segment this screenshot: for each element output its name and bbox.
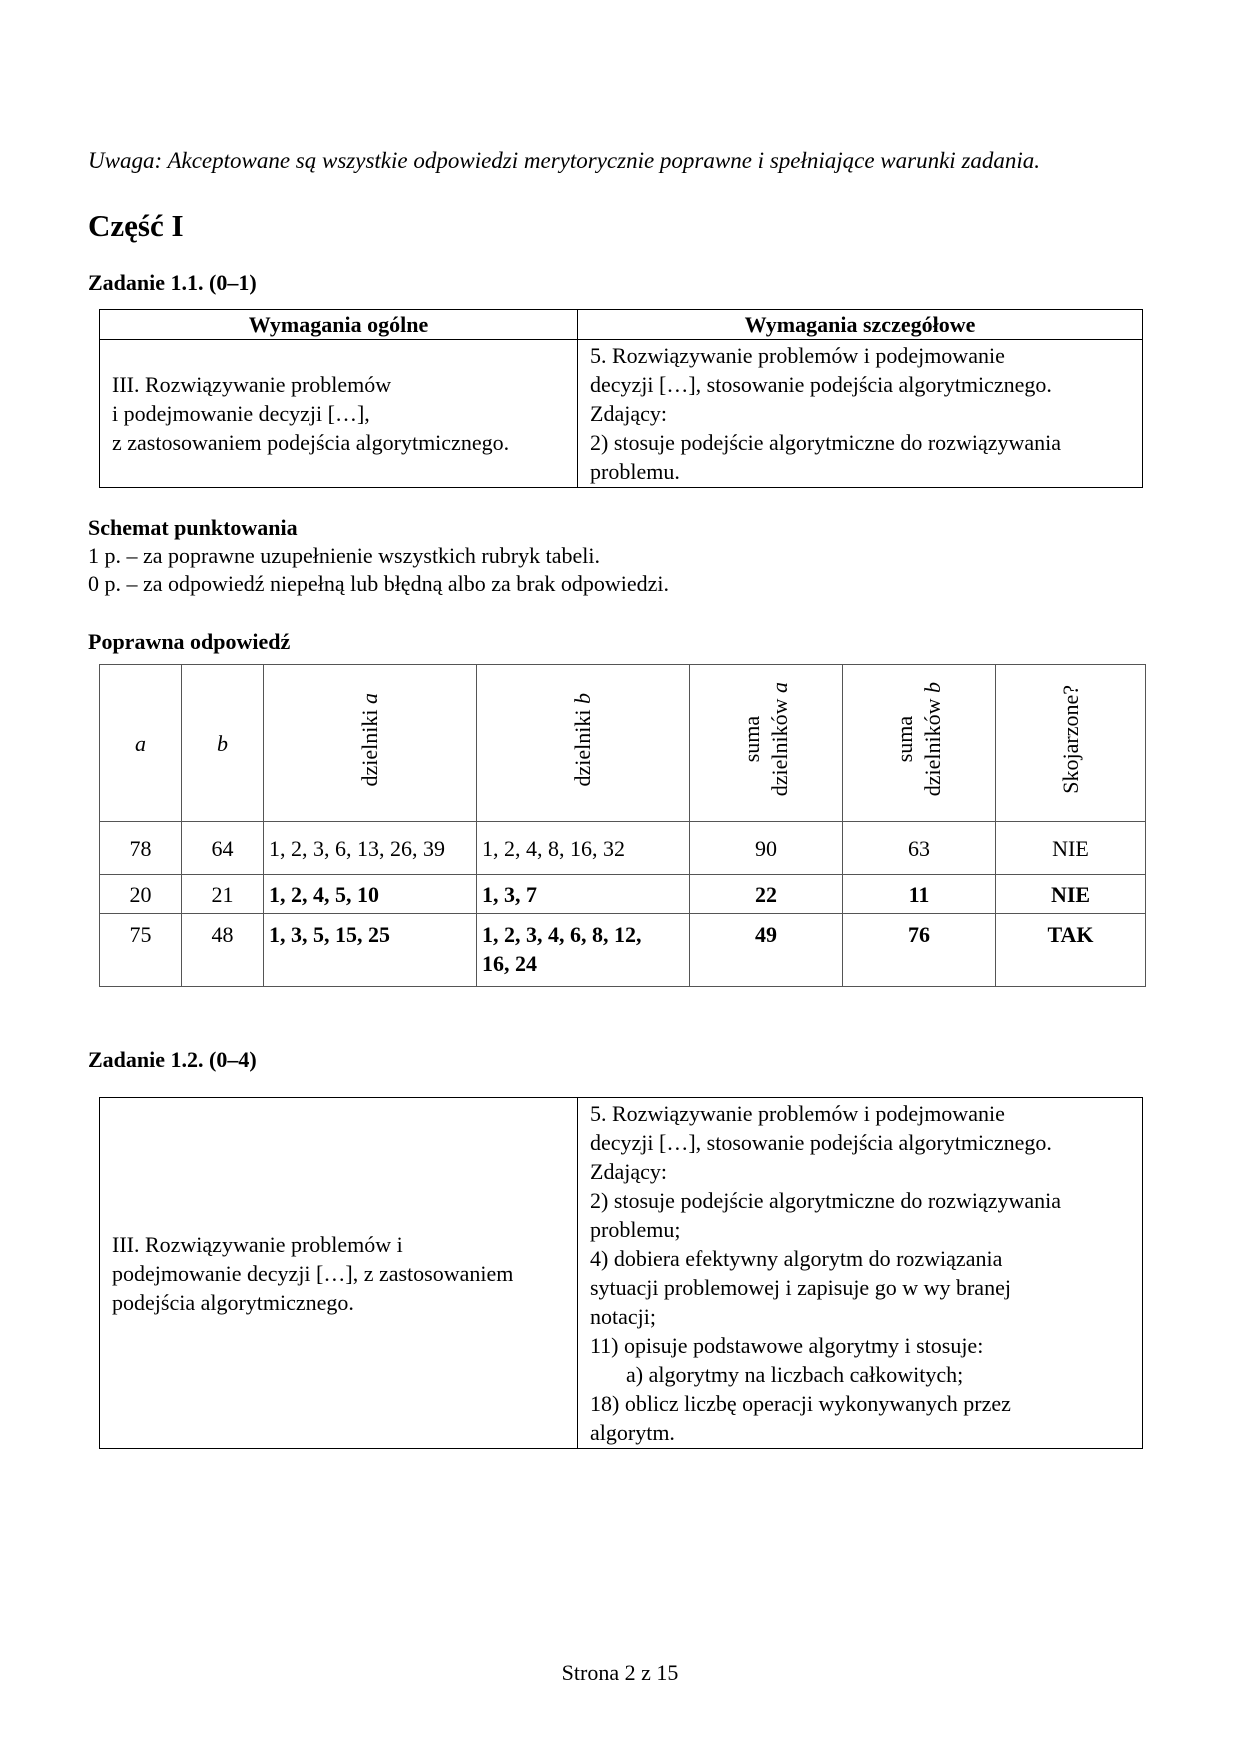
general-requirements-cell bbox=[100, 1098, 578, 1449]
cell-sum-b: 76 bbox=[843, 914, 996, 987]
general-requirements-cell bbox=[100, 340, 578, 488]
cell-sum-a: 90 bbox=[690, 822, 843, 875]
header-general-requirements: Wymagania ogólne bbox=[100, 310, 578, 340]
cell-divisors-a: 1, 3, 5, 15, 25 bbox=[264, 914, 477, 987]
scoring-title: Schemat punktowania bbox=[88, 515, 298, 540]
task-1-2-title: Zadanie 1.2. (0–4) bbox=[88, 1047, 257, 1072]
specific-line: 5. Rozwiązywanie problemów i podejmowanie bbox=[590, 343, 1005, 368]
specific-line: Zdający: bbox=[590, 1159, 667, 1184]
header-a: a bbox=[100, 665, 182, 822]
answer-row bbox=[100, 822, 1146, 875]
scoring-line-0p: 0 p. – za odpowiedź niepełną lub błędną albo za brak odpowiedzi. bbox=[88, 571, 669, 596]
general-line: III. Rozwiązywanie problemów i bbox=[112, 1231, 403, 1257]
general-line: podejmowanie decyzji […], z zastosowaniem bbox=[112, 1260, 514, 1286]
specific-requirements-cell bbox=[578, 1098, 1143, 1449]
specific-line: decyzji […], stosowanie podejścia algorytmicznego. bbox=[590, 372, 1052, 397]
scoring-line-1p: 1 p. – za poprawne uzupełnienie wszystkich rubryk tabeli. bbox=[88, 543, 600, 568]
specific-line: 2) stosuje podejście algorytmiczne do rozwiązywania bbox=[590, 1188, 1062, 1213]
general-line: III. Rozwiązywanie problemów bbox=[112, 372, 392, 397]
answer-header-row bbox=[100, 665, 1146, 822]
acceptance-note: Uwaga: Akceptowane są wszystkie odpowiedzi merytorycznie poprawne i spełniające warunki zadania. bbox=[88, 148, 1041, 173]
cell-divisors-a: 1, 2, 4, 5, 10 bbox=[264, 875, 477, 914]
specific-line: 5. Rozwiązywanie problemów i podejmowanie bbox=[590, 1101, 1005, 1126]
answer-table bbox=[99, 664, 1146, 987]
header-sum-divisors-a: suma dzielników a bbox=[690, 665, 843, 822]
cell-b: 48 bbox=[182, 914, 264, 987]
specific-line: algorytm. bbox=[590, 1420, 675, 1445]
answer-row bbox=[100, 914, 1146, 987]
cell-sum-a: 49 bbox=[690, 914, 843, 987]
header-divisors-b: dzielniki b bbox=[477, 665, 690, 822]
header-conjugated: Skojarzone? bbox=[996, 665, 1146, 822]
specific-line: decyzji […], stosowanie podejścia algorytmicznego. bbox=[590, 1130, 1052, 1155]
task-1-1-title: Zadanie 1.1. (0–1) bbox=[88, 270, 257, 295]
cell-b: 64 bbox=[182, 822, 264, 875]
part-title: Część I bbox=[88, 208, 184, 243]
cell-b: 21 bbox=[182, 875, 264, 914]
cell-a: 75 bbox=[100, 914, 182, 987]
header-specific-requirements: Wymagania szczegółowe bbox=[578, 310, 1143, 340]
specific-requirements-cell bbox=[578, 340, 1143, 488]
cell-a: 78 bbox=[100, 822, 182, 875]
requirements-row bbox=[100, 340, 1143, 488]
specific-line: problemu. bbox=[590, 459, 680, 484]
cell-divisors-b: 1, 3, 7 bbox=[477, 875, 690, 914]
header-b: b bbox=[182, 665, 264, 822]
cell-conjugated: TAK bbox=[996, 914, 1146, 987]
specific-line: a) algorytmy na liczbach całkowitych; bbox=[626, 1362, 964, 1387]
requirements-header-row bbox=[100, 310, 1143, 340]
cell-conjugated: NIE bbox=[996, 875, 1146, 914]
page-number: Strona 2 z 15 bbox=[561, 1660, 679, 1685]
task-1-1-requirements-table bbox=[99, 309, 1143, 488]
specific-line: Zdający: bbox=[590, 401, 667, 426]
cell-sum-b: 11 bbox=[843, 875, 996, 914]
general-line: i podejmowanie decyzji […], bbox=[112, 401, 370, 426]
header-sum-divisors-b: suma dzielników b bbox=[843, 665, 996, 822]
cell-conjugated: NIE bbox=[996, 822, 1146, 875]
specific-line: problemu; bbox=[590, 1217, 681, 1242]
specific-line: 18) oblicz liczbę operacji wykonywanych przez bbox=[590, 1391, 1011, 1416]
general-line: z zastosowaniem podejścia algorytmicznego. bbox=[112, 430, 510, 455]
cell-a: 20 bbox=[100, 875, 182, 914]
specific-line: notacji; bbox=[590, 1304, 656, 1329]
cell-divisors-b: 1, 2, 4, 8, 16, 32 bbox=[477, 822, 690, 875]
answer-title: Poprawna odpowiedź bbox=[88, 629, 291, 654]
general-line: podejścia algorytmicznego. bbox=[112, 1289, 354, 1315]
specific-line: 11) opisuje podstawowe algorytmy i stosuje: bbox=[590, 1333, 984, 1358]
header-divisors-a: dzielniki a bbox=[264, 665, 477, 822]
task-1-2-requirements-table bbox=[99, 1097, 1143, 1449]
specific-line: 4) dobiera efektywny algorytm do rozwiązania bbox=[590, 1246, 1003, 1271]
cell-divisors-b: 1, 2, 3, 4, 6, 8, 12, 16, 24 bbox=[477, 914, 690, 987]
cell-sum-b: 63 bbox=[843, 822, 996, 875]
cell-sum-a: 22 bbox=[690, 875, 843, 914]
specific-line: sytuacji problemowej i zapisuje go w wy branej bbox=[590, 1275, 1011, 1300]
cell-divisors-a: 1, 2, 3, 6, 13, 26, 39 bbox=[264, 822, 477, 875]
requirements-row bbox=[100, 1098, 1143, 1449]
answer-row bbox=[100, 875, 1146, 914]
specific-line: 2) stosuje podejście algorytmiczne do rozwiązywania bbox=[590, 430, 1062, 455]
